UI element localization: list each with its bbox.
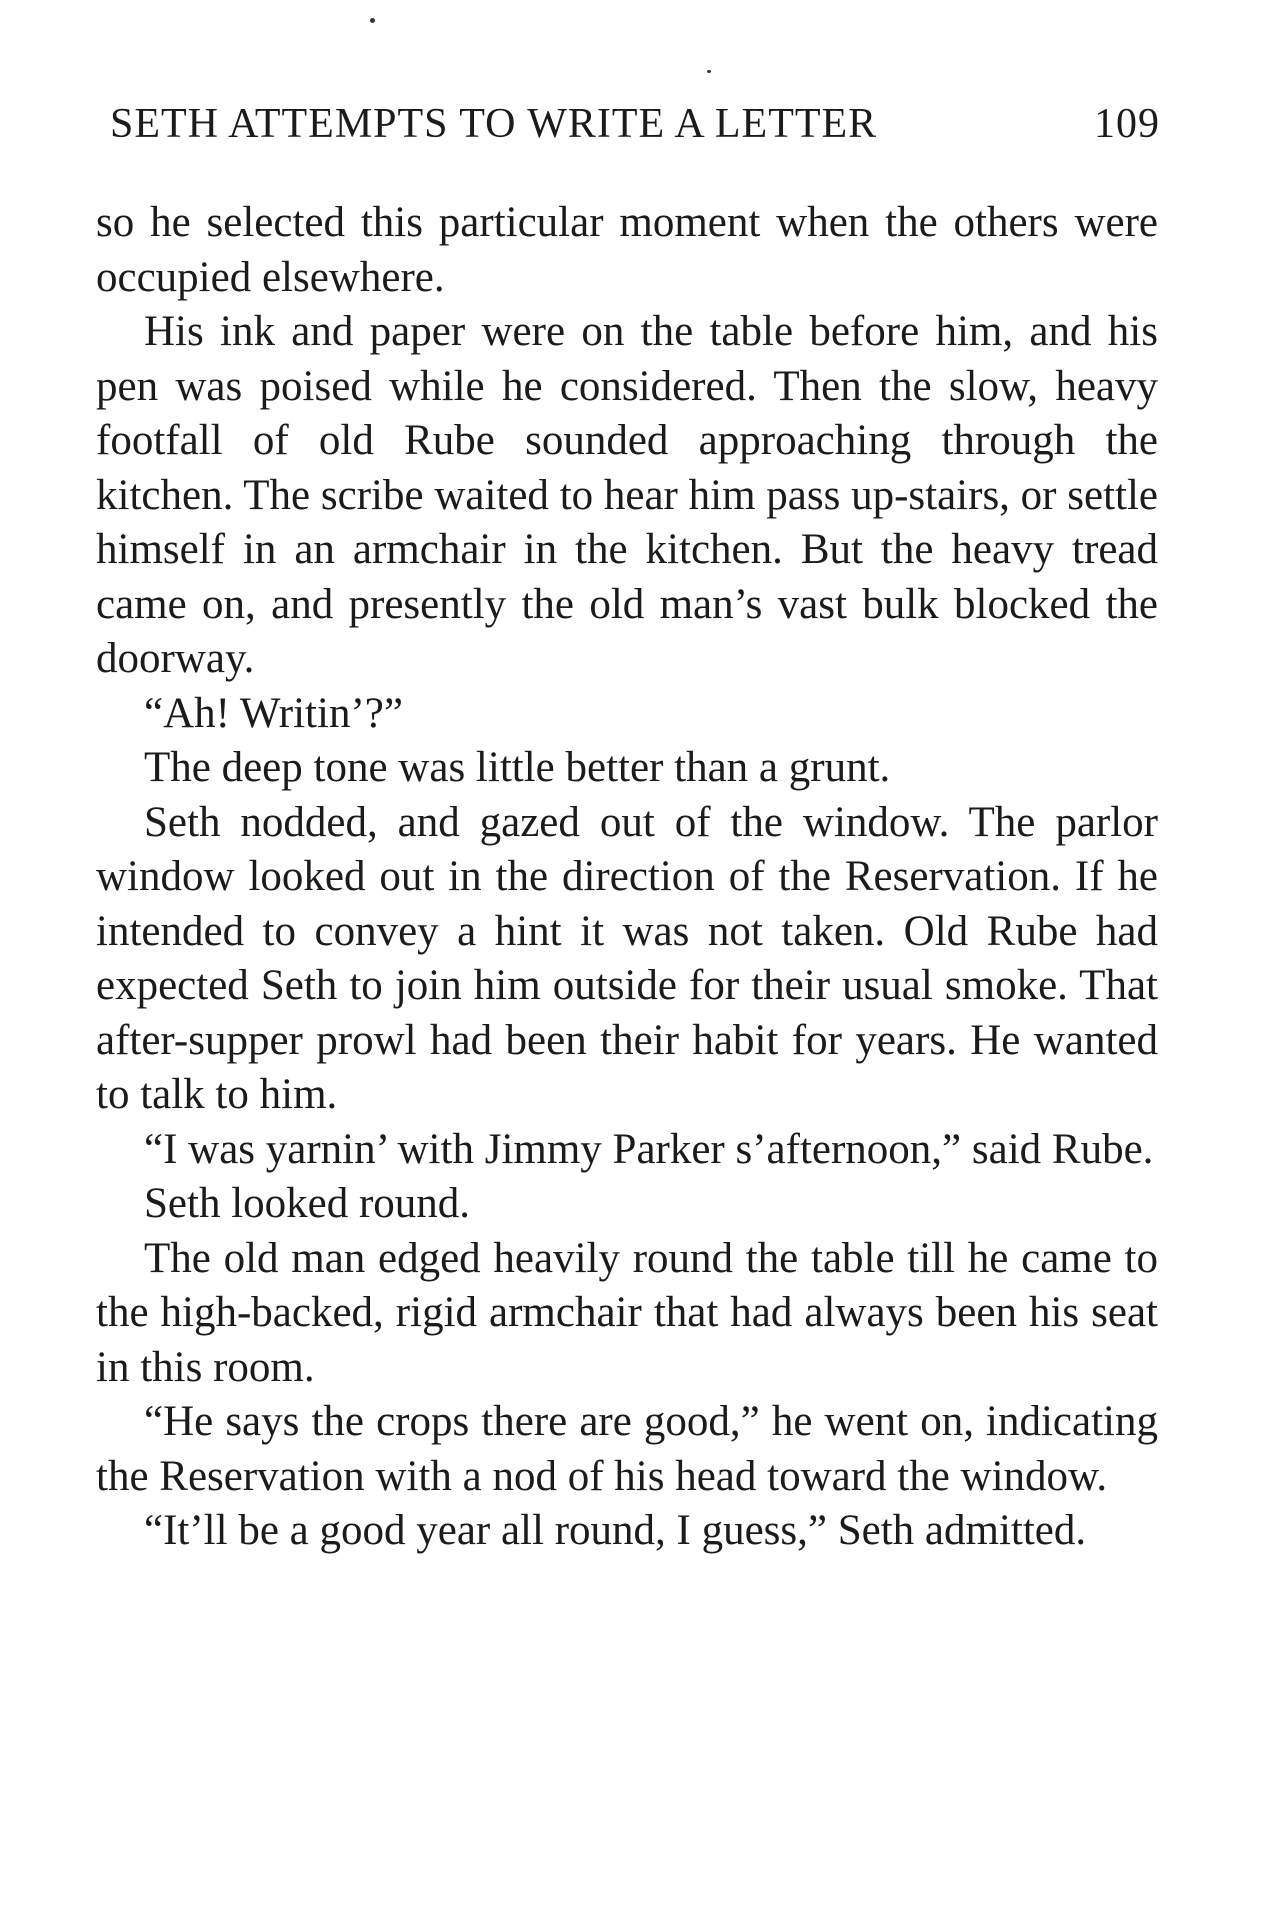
paragraph-dialogue: “It’ll be a good year all round, I guess,” Seth admitted. [144,1507,1087,1554]
page-number: 109 [1094,101,1160,147]
body-text [96,196,1158,1559]
paragraph-continued: so he selected this particular moment when the others were occupied elsewhere. [96,199,1158,301]
print-speck [707,70,711,73]
running-title: SETH ATTEMPTS TO WRITE A LETTER [110,101,878,147]
paragraph: His ink and paper were on the table before him, and his pen was poised while he considered. Then the slow, heavy footfall of old Rube sounded approaching through the kitchen. The scribe waited to hear him pass up-stairs, or settle himself in an armchair in the kitchen. But the heavy tread came on, and presently the old man’s vast bulk blocked the doorway. [96,308,1158,682]
paragraph-dialogue: “I was yarnin’ with Jimmy Parker s’afternoon,” said Rube. [144,1125,1154,1173]
paragraph: Seth looked round. [144,1180,471,1227]
paragraph: The old man edged heavily round the table till he came to the high-backed, rigid armchair that had always been his seat in this room. [96,1234,1158,1391]
paragraph-dialogue: “Ah! Writin’?” [144,689,403,737]
paragraph: Seth nodded, and gazed out of the window. The parlor window looked out in the direction of the Reservation. If he intended to convey a hint it was not taken. Old Rube had expected Seth to join him outside for their usual smoke. That after-supper prowl had been their habit for years. He wanted to talk to him. [96,798,1158,1118]
print-speck [370,18,375,23]
paragraph-dialogue: “He says the crops there are good,” he went on, indicating the Reservation with a nod of his head toward the window. [96,1398,1158,1500]
running-header [110,100,1160,160]
paragraph: The deep tone was little better than a grunt. [144,744,891,791]
